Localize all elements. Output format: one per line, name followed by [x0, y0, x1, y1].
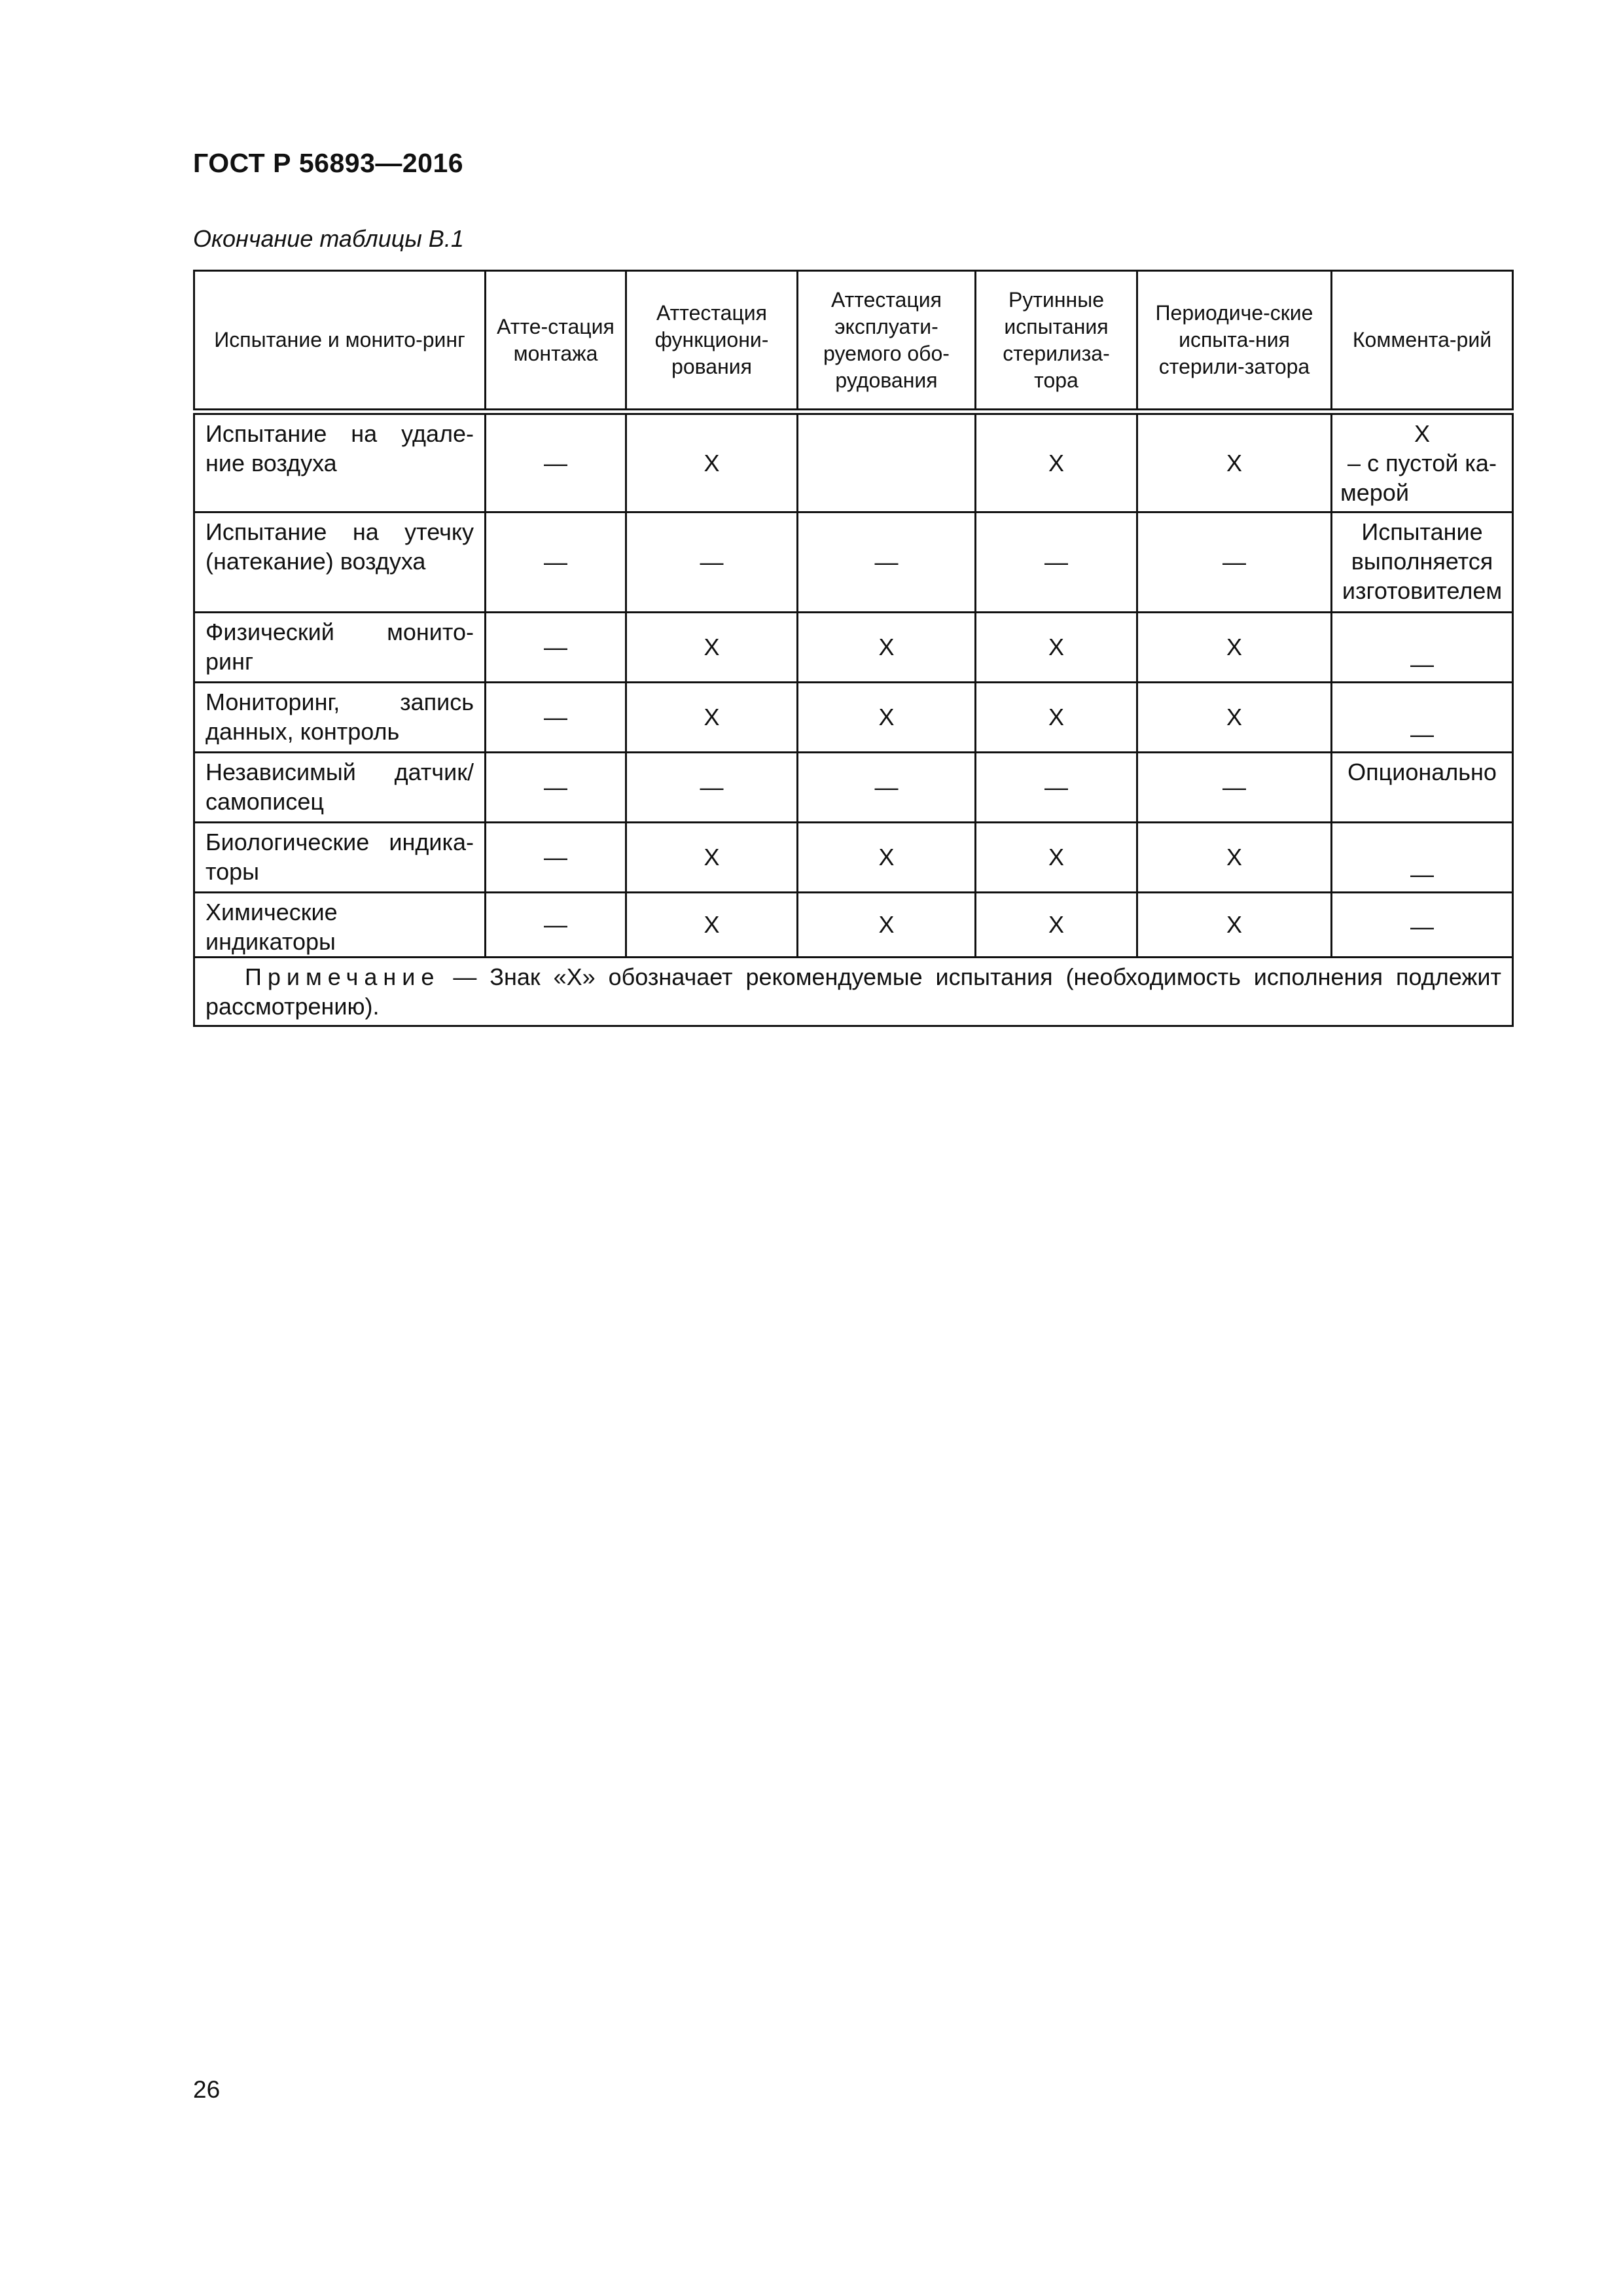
cell-periodic: —: [1137, 512, 1332, 612]
column-header-performance-qualification: Аттестация эксплуати-руемого обо-рудования: [798, 271, 976, 412]
cell-operation: X: [626, 892, 798, 957]
cell-installation: —: [486, 682, 626, 752]
cell-performance: X: [798, 682, 976, 752]
column-header-periodic-tests: Периодиче-ские испыта-ния стерили-затора: [1137, 271, 1332, 412]
comment-line: изготовителем: [1342, 577, 1503, 604]
table-row: [194, 682, 1513, 752]
table-row: [194, 752, 1513, 822]
cell-performance: —: [798, 752, 976, 822]
cell-routine: —: [976, 752, 1137, 822]
table-note: [194, 957, 1513, 1026]
cell-routine: X: [976, 412, 1137, 512]
cell-periodic: X: [1137, 412, 1332, 512]
column-header-routine-tests: Рутинные испытания стерилиза-тора: [976, 271, 1137, 412]
cell-operation: X: [626, 612, 798, 682]
cell-periodic: X: [1137, 682, 1332, 752]
cell-comment: [1332, 822, 1513, 892]
cell-installation: —: [486, 412, 626, 512]
cell-routine: X: [976, 822, 1137, 892]
comment-line: —: [1410, 860, 1434, 888]
table-row: [194, 612, 1513, 682]
column-header-operational-qualification: Аттестация функциони-рования: [626, 271, 798, 412]
cell-comment: [1332, 752, 1513, 822]
cell-performance: X: [798, 822, 976, 892]
comment-line: Испытание: [1361, 518, 1483, 545]
comment-line: —: [1410, 650, 1434, 677]
row-test-name: Биологические индика-торы: [194, 822, 486, 892]
row-test-name: Испытание на утечку (натекание) воздуха: [194, 512, 486, 612]
table-container: [193, 270, 1512, 1027]
comment-line: Опционально: [1347, 758, 1497, 785]
cell-installation: —: [486, 822, 626, 892]
cell-routine: —: [976, 512, 1137, 612]
cell-routine: X: [976, 612, 1137, 682]
column-header-test: Испытание и монито-ринг: [194, 271, 486, 412]
cell-comment: [1332, 612, 1513, 682]
note-label: Примечание: [245, 963, 440, 990]
cell-comment: [1332, 412, 1513, 512]
comment-line: X: [1414, 420, 1430, 447]
cell-performance: [798, 412, 976, 512]
row-test-name: Независимый датчик/ самописец: [194, 752, 486, 822]
table-row: [194, 892, 1513, 957]
cell-periodic: X: [1137, 612, 1332, 682]
cell-comment: [1332, 892, 1513, 957]
cell-installation: —: [486, 512, 626, 612]
cell-operation: —: [626, 752, 798, 822]
cell-performance: —: [798, 512, 976, 612]
column-header-comment: Коммента-рий: [1332, 271, 1513, 412]
cell-comment: [1332, 512, 1513, 612]
table-row: [194, 822, 1513, 892]
row-test-name: Мониторинг, запись данных, контроль: [194, 682, 486, 752]
cell-performance: X: [798, 612, 976, 682]
table-caption: Окончание таблицы В.1: [193, 225, 464, 252]
page-number: 26: [193, 2076, 221, 2103]
cell-installation: —: [486, 612, 626, 682]
cell-installation: —: [486, 752, 626, 822]
cell-operation: X: [626, 682, 798, 752]
cell-operation: —: [626, 512, 798, 612]
cell-performance: X: [798, 892, 976, 957]
cell-comment: [1332, 682, 1513, 752]
row-test-name: Физический монито-ринг: [194, 612, 486, 682]
row-test-name: Химические индикаторы: [194, 892, 486, 957]
table-row: [194, 412, 1513, 512]
cell-operation: X: [626, 822, 798, 892]
comment-line: – с пустой ка-: [1347, 450, 1497, 476]
note-text: — Знак «X» обозначает рекомендуемые испытания (необходимость исполнения подлежит рассмотрению).: [205, 963, 1501, 1020]
table-note-row: [194, 957, 1513, 1026]
cell-installation: —: [486, 892, 626, 957]
comment-line: мерой: [1340, 479, 1409, 506]
comment-line: —: [1410, 720, 1434, 747]
cell-periodic: X: [1137, 822, 1332, 892]
cell-periodic: X: [1137, 892, 1332, 957]
comment-line: выполняется: [1351, 547, 1493, 575]
cell-periodic: —: [1137, 752, 1332, 822]
test-monitoring-table: [193, 270, 1514, 1027]
document-code-header: ГОСТ Р 56893—2016: [193, 148, 464, 178]
table-header-row: [194, 271, 1513, 412]
cell-routine: X: [976, 892, 1137, 957]
column-header-installation-qualification: Атте-стация монтажа: [486, 271, 626, 412]
cell-routine: X: [976, 682, 1137, 752]
comment-line: —: [1410, 913, 1434, 940]
cell-operation: X: [626, 412, 798, 512]
table-row: [194, 512, 1513, 612]
row-test-name: Испытание на удале-ние воздуха: [194, 412, 486, 512]
